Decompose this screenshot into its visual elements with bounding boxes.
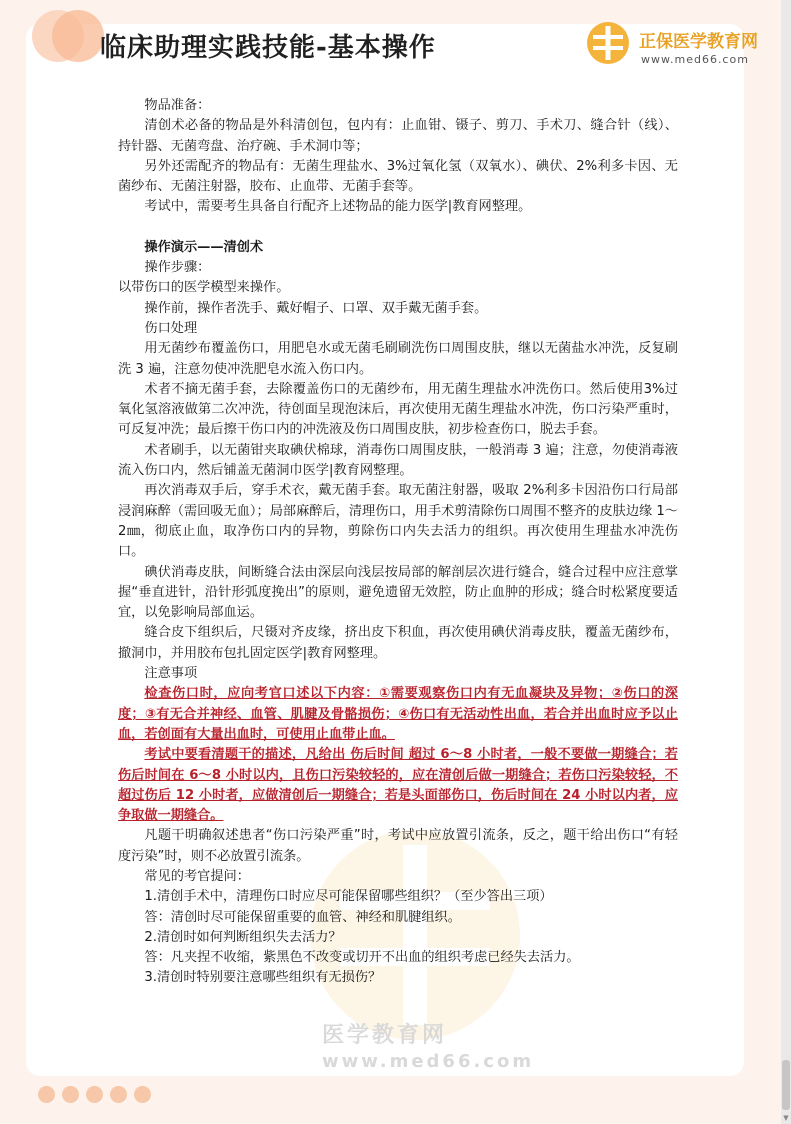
logo-mark-icon — [585, 20, 631, 66]
paragraph: 操作前，操作者洗手、戴好帽子、口罩、双手戴无菌手套。 — [144, 300, 488, 316]
decorative-dot — [134, 1086, 151, 1103]
question: 2.清创时如何判断组织失去活力？ — [144, 929, 342, 945]
paragraph: 注意事项 — [144, 666, 198, 682]
decorative-dot — [110, 1086, 127, 1103]
logo-name: 正保医学教育网 — [639, 32, 758, 52]
highlighted-paragraph: 考试中要看清题干的描述，凡给出 伤后时间 超过 6～8 小时者，一般不要做一期缝合；若伤后时间在 6～8 小时以内，且伤口污染较轻的，应在清创后做一期缝合；若伤口污染较轻，不超过伤后 12 小时者，应做清创后一期缝合；若是头面部伤口，伤后时间在 24 小时以内者，应争取做一期缝合。 — [118, 747, 678, 824]
paragraph: 考试中，需要考生具备自行配齐上述物品的能力医学|教育网整理。 — [144, 199, 532, 215]
paragraph: 术者刷手，以无菌钳夹取碘伏棉球，消毒伤口周围皮肤，一般消毒 3 遍；注意，勿使消毒液流入伤口内，然后铺盖无菌洞巾医学|教育网整理。 — [118, 442, 678, 479]
brand-logo — [585, 20, 775, 70]
paragraph: 另外还需配齐的物品有：无菌生理盐水、3%过氧化氢（双氧水）、碘伏、2%利多卡因、无菌纱布、无菌注射器，胶布、止血带、无菌手套等。 — [118, 158, 678, 195]
answer: 答：清创时尽可能保留重要的血管、神经和肌腱组织。 — [144, 909, 461, 925]
paragraph: 术者不摘无菌手套，去除覆盖伤口的无菌纱布，用无菌生理盐水冲洗伤口。然后使用3%过氧化氢溶液做第二次冲洗，待创面呈现泡沫后，再次使用无菌生理盐水冲洗，伤口污染严重时，可反复冲洗；最后擦干伤口内的冲洗液及伤口周围皮肤，初步检查伤口，脱去手套。 — [118, 381, 678, 438]
scroll-down-arrow-icon[interactable]: ▼ — [783, 1114, 789, 1122]
paragraph: 物品准备： — [144, 98, 211, 113]
paragraph: 凡题干明确叙述患者“伤口污染严重”时，考试中应放置引流条，反之，题干给出伤口“有轻度污染”时，则不必放置引流条。 — [118, 828, 678, 864]
watermark-brand: 医学教育网 — [322, 1023, 448, 1048]
paragraph: 用无菌纱布覆盖伤口，用肥皂水或无菌毛刷刷洗伤口周围皮肤，继以无菌盐水冲洗，反复刷洗 3 遍，注意勿使冲洗肥皂水流入伤口内。 — [118, 341, 678, 377]
logo-url: www.med66.com — [641, 53, 749, 66]
section-heading: 操作演示——清创术 — [144, 239, 264, 255]
paragraph: 再次消毒双手后，穿手术衣，戴无菌手套。取无菌注射器，吸取 2%利多卡因沿伤口行局部浸润麻醉（需回吸无血）；局部麻醉后，清理伤口，用手术剪清除伤口周围不整齐的皮肤边缘 1～2㎜，彻底止血，取净伤口内的异物，剪除伤口内失去活力的组织。再次使用生理盐水冲洗伤口。 — [118, 483, 678, 560]
paragraph: 以带伤口的医学模型来操作。 — [118, 280, 290, 296]
page-title: 临床助理实践技能-基本操作 — [100, 33, 436, 63]
paragraph: 操作步骤： — [144, 260, 211, 276]
paragraph: 常见的考官提问： — [144, 868, 250, 884]
decorative-dot — [62, 1086, 79, 1103]
decorative-circle — [52, 10, 104, 62]
paragraph: 伤口处理 — [144, 320, 198, 336]
watermark-url: www.med66.com — [322, 1051, 535, 1072]
watermark-text — [322, 1018, 534, 1072]
highlighted-paragraph: 检查伤口时，应向考官口述以下内容：①需要观察伤口内有无血凝块及异物；②伤口的深度；③有无合并神经、血管、肌腱及骨骼损伤；④伤口有无活动性出血，若合并出血时应予以止血，若创面有大量出血时，可使用止血带止血。 — [118, 686, 678, 742]
decorative-dot — [86, 1086, 103, 1103]
vertical-scrollbar[interactable] — [781, 0, 791, 1124]
paragraph: 碘伏消毒皮肤，间断缝合法由深层向浅层按局部的解剖层次进行缝合，缝合过程中应注意掌握“垂直进针，沿针形弧度挽出”的原则，避免遗留无效腔，防止血肿的形成；缝合时松紧度要适宜，以免影响局部血运。 — [118, 564, 678, 621]
paragraph: 清创术必备的物品是外科清创包，包内有：止血钳、镊子、剪刀、手术刀、缝合针（线）、持针器、无菌弯盘、治疗碗、手术洞巾等； — [118, 118, 678, 154]
answer: 答：凡夹捏不收缩，紫黑色不改变或切开不出血的组织考虑已经失去活力。 — [144, 950, 580, 966]
decorative-dot — [38, 1086, 55, 1103]
paragraph: 缝合皮下组织后，尺镊对齐皮缘，挤出皮下积血，再次使用碘伏消毒皮肤，覆盖无菌纱布，撤洞巾，并用胶布包扎固定医学|教育网整理。 — [118, 625, 678, 661]
document-body — [118, 96, 678, 989]
question: 3.清创时特别要注意哪些组织有无损伤？ — [144, 970, 382, 986]
scrollbar-thumb[interactable] — [782, 1060, 790, 1110]
question: 1.清创手术中，清理伤口时应尽可能保留哪些组织？（至少答出三项） — [144, 889, 553, 905]
